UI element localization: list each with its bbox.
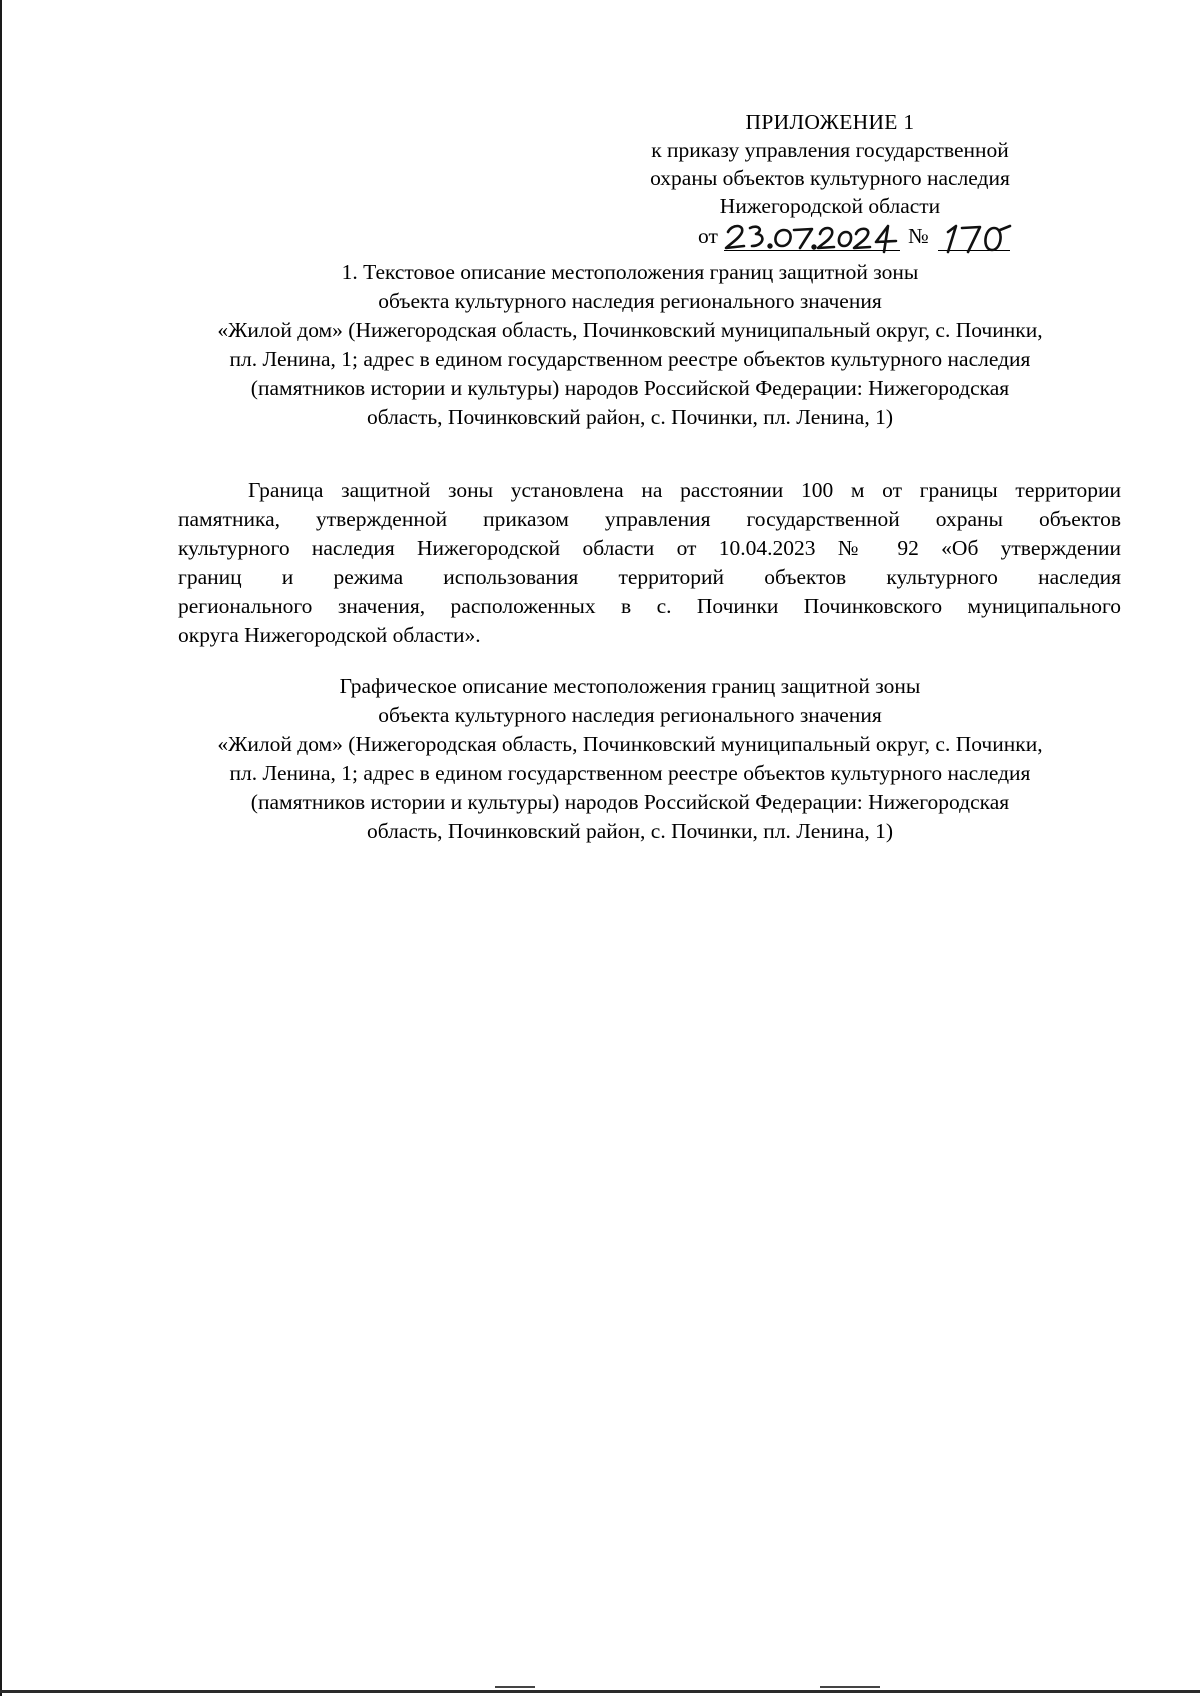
heading-line: область, Починковский район, с. Починки, пл. Ленина, 1) [367,819,893,843]
section-1-heading [150,258,1110,432]
section-2-heading [150,672,1110,846]
handwritten-date [724,222,900,251]
paragraph-line: границ и режима использования территорий объектов культурного наследия [178,565,1121,589]
handwritten-number-signature [938,222,1018,256]
heading-line: 1. Текстовое описание местоположения границ защитной зоны [341,260,919,284]
heading-line: «Жилой дом» (Нижегородская область, Починковский муниципальный округ, с. Починки, [217,732,1043,756]
paragraph-line: округа Нижегородской области». [178,623,481,647]
body-paragraph [178,476,1121,650]
scan-mark [820,1686,880,1688]
paragraph-line: культурного наследия Нижегородской области от 10.04.2023 № 92 «Об утверждении [178,536,1121,560]
date-prefix: от [698,224,718,248]
heading-line: объекта культурного наследия регионального значения [378,703,882,727]
appendix-title: ПРИЛОЖЕНИЕ 1 [745,110,915,134]
paragraph-line: памятника, утвержденной приказом управления государственной охраны объектов [178,507,1121,531]
scan-mark [495,1686,535,1688]
paragraph-line: Граница защитной зоны установлена на расстоянии 100 м от границы территории [248,478,1121,502]
handwritten-date-signature [724,222,904,256]
handwritten-number [938,222,1010,251]
heading-line: пл. Ленина, 1; адрес в едином государственном реестре объектов культурного наследия [229,347,1031,371]
scan-edge-left [0,0,2,1696]
scan-edge-bottom [0,1690,1200,1693]
heading-line: «Жилой дом» (Нижегородская область, Починковский муниципальный округ, с. Починки, [217,318,1043,342]
number-label: № [908,224,929,248]
appendix-header [580,108,1080,220]
heading-line: пл. Ленина, 1; адрес в едином государственном реестре объектов культурного наследия [229,761,1031,785]
appendix-line: охраны объектов культурного наследия [650,166,1010,190]
heading-line: (памятников истории и культуры) народов Российской Федерации: Нижегородская [250,376,1010,400]
paragraph-line: регионального значения, расположенных в с. Починки Починковского муниципального [178,594,1121,618]
heading-line: Графическое описание местоположения границ защитной зоны [339,674,921,698]
order-date-number-line [698,222,1018,256]
heading-line: область, Починковский район, с. Починки, пл. Ленина, 1) [367,405,893,429]
appendix-line: к приказу управления государственной [651,138,1009,162]
heading-line: объекта культурного наследия регионального значения [378,289,882,313]
heading-line: (памятников истории и культуры) народов Российской Федерации: Нижегородская [250,790,1010,814]
appendix-line: Нижегородской области [719,194,941,218]
